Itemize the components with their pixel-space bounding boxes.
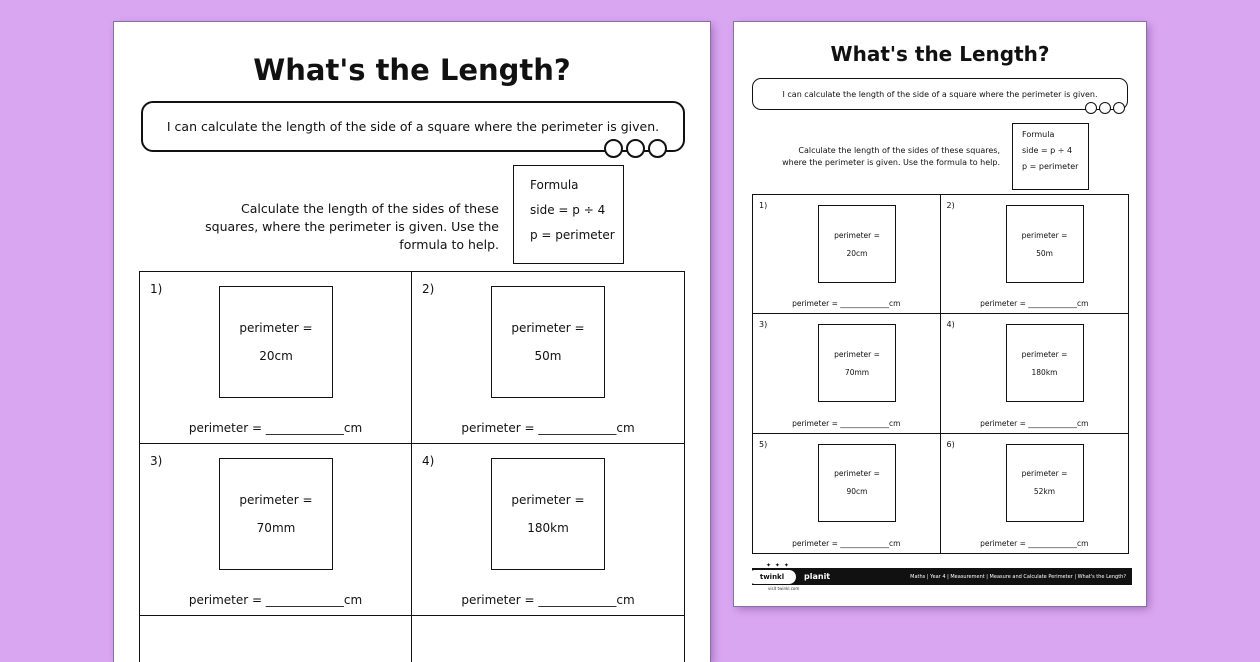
question-cell [941, 434, 1129, 553]
self-assessment-circles [1085, 102, 1127, 114]
answer-line[interactable]: perimeter = _____________cm [792, 539, 901, 548]
formula-heading: Formula [530, 178, 579, 192]
question-number: 5) [759, 439, 768, 449]
formula-box [1012, 123, 1089, 190]
learning-objective-text: I can calculate the length of the side of a square where the perimeter is given. [782, 89, 1098, 99]
answer-line[interactable]: perimeter = _____________cm [980, 299, 1089, 309]
square-shape [491, 286, 605, 398]
question-number: 4) [422, 454, 435, 468]
logo-mark: twinkl [748, 570, 796, 584]
question-cell [140, 272, 412, 444]
instructions-text: Calculate the length of the sides of these squares, where the perimeter is given. Use the formula to help. [205, 201, 499, 252]
question-cell [412, 444, 684, 616]
perimeter-value: 90cm [846, 487, 868, 497]
perimeter-label: perimeter = [511, 493, 585, 507]
perimeter-label: perimeter = [1021, 230, 1068, 240]
square-shape [818, 444, 896, 522]
instructions-text: Calculate the length of the sides of these squares, where the perimeter is given. Use the formula to help. [782, 146, 1000, 167]
stars-icon: ✦ ✦ ✦ [766, 562, 790, 569]
worksheet-footer [752, 562, 1132, 591]
square-shape [818, 205, 896, 283]
formula-line-p: p = perimeter [530, 228, 615, 242]
formula-line-side: side = p ÷ 4 [530, 203, 606, 217]
question-cell [941, 314, 1129, 433]
perimeter-value: 50m [534, 349, 562, 363]
question-number: 3) [759, 320, 768, 330]
square-shape [818, 324, 896, 402]
question-number: 3) [150, 454, 163, 468]
formula-heading: Formula [1022, 130, 1055, 139]
worksheet-page-right [734, 22, 1146, 606]
question-cell [140, 444, 412, 616]
perimeter-value: 50m [1036, 248, 1053, 258]
worksheet-page-left [114, 22, 710, 662]
square-shape [219, 458, 333, 570]
assessment-circle [1113, 102, 1125, 114]
worksheet-title: What's the Length? [253, 53, 571, 87]
question-number: 2) [422, 282, 435, 296]
assessment-circle [1099, 102, 1111, 114]
perimeter-value: 20cm [846, 248, 868, 258]
assessment-circle [648, 139, 667, 158]
perimeter-value: 70mm [256, 521, 296, 535]
answer-line[interactable]: perimeter = _____________cm [188, 593, 363, 607]
perimeter-value: 180km [527, 521, 569, 535]
logo-url: visit twinkl.com [768, 586, 800, 591]
answer-line[interactable]: perimeter = _____________cm [792, 299, 901, 309]
square-shape [1006, 324, 1084, 402]
question-number: 4) [946, 320, 955, 330]
twinkl-planit-logo [752, 562, 831, 591]
perimeter-label: perimeter = [834, 230, 880, 240]
assessment-circle [1085, 102, 1097, 114]
perimeter-label: perimeter = [239, 321, 313, 335]
square-shape [219, 286, 333, 398]
formula-line-side: side = p ÷ 4 [1022, 146, 1073, 155]
square-shape [1006, 205, 1084, 283]
question-cell [753, 195, 941, 314]
perimeter-label: perimeter = [1021, 469, 1068, 479]
question-cell-partial [412, 616, 684, 662]
question-cell [753, 314, 941, 433]
answer-line[interactable]: perimeter = _____________cm [980, 418, 1089, 428]
square-shape [1006, 444, 1084, 522]
learning-objective-text: I can calculate the length of the side of a square where the perimeter is given. [166, 119, 660, 134]
perimeter-label: perimeter = [239, 493, 313, 507]
logo-text: planit [804, 572, 831, 581]
question-cell-partial [140, 616, 412, 662]
square-shape [491, 458, 605, 570]
perimeter-value: 20cm [259, 349, 293, 363]
formula-line-p: p = perimeter [1022, 162, 1079, 171]
assessment-circle [626, 139, 645, 158]
footer-breadcrumb: Maths | Year 4 | Measurement | Measure and Calculate Perimeter | What's the Length? [910, 573, 1126, 580]
answer-line[interactable]: perimeter = _____________cm [792, 418, 901, 428]
worksheet-title: What's the Length? [830, 42, 1050, 66]
self-assessment-circles [604, 139, 670, 158]
perimeter-label: perimeter = [834, 349, 880, 359]
perimeter-value: 70mm [844, 367, 870, 377]
question-cell [753, 434, 941, 553]
question-number: 1) [759, 201, 768, 210]
answer-line[interactable]: perimeter = _____________cm [188, 421, 363, 435]
question-cell [412, 272, 684, 444]
answer-line[interactable]: perimeter = _____________cm [461, 421, 635, 435]
learning-objective-banner [752, 78, 1128, 110]
question-number: 6) [946, 439, 955, 449]
question-cell [941, 195, 1129, 314]
perimeter-label: perimeter = [1021, 349, 1068, 359]
answer-line[interactable]: perimeter = _____________cm [461, 593, 635, 607]
question-grid [752, 194, 1129, 554]
answer-line[interactable]: perimeter = _____________cm [980, 539, 1089, 548]
perimeter-value: 180km [1031, 367, 1058, 377]
formula-box [513, 165, 624, 264]
perimeter-label: perimeter = [511, 321, 585, 335]
perimeter-value: 52km [1033, 487, 1056, 497]
question-number: 2) [946, 201, 955, 210]
assessment-circle [604, 139, 623, 158]
perimeter-label: perimeter = [834, 469, 880, 479]
question-grid [139, 271, 685, 662]
question-number: 1) [150, 282, 163, 296]
